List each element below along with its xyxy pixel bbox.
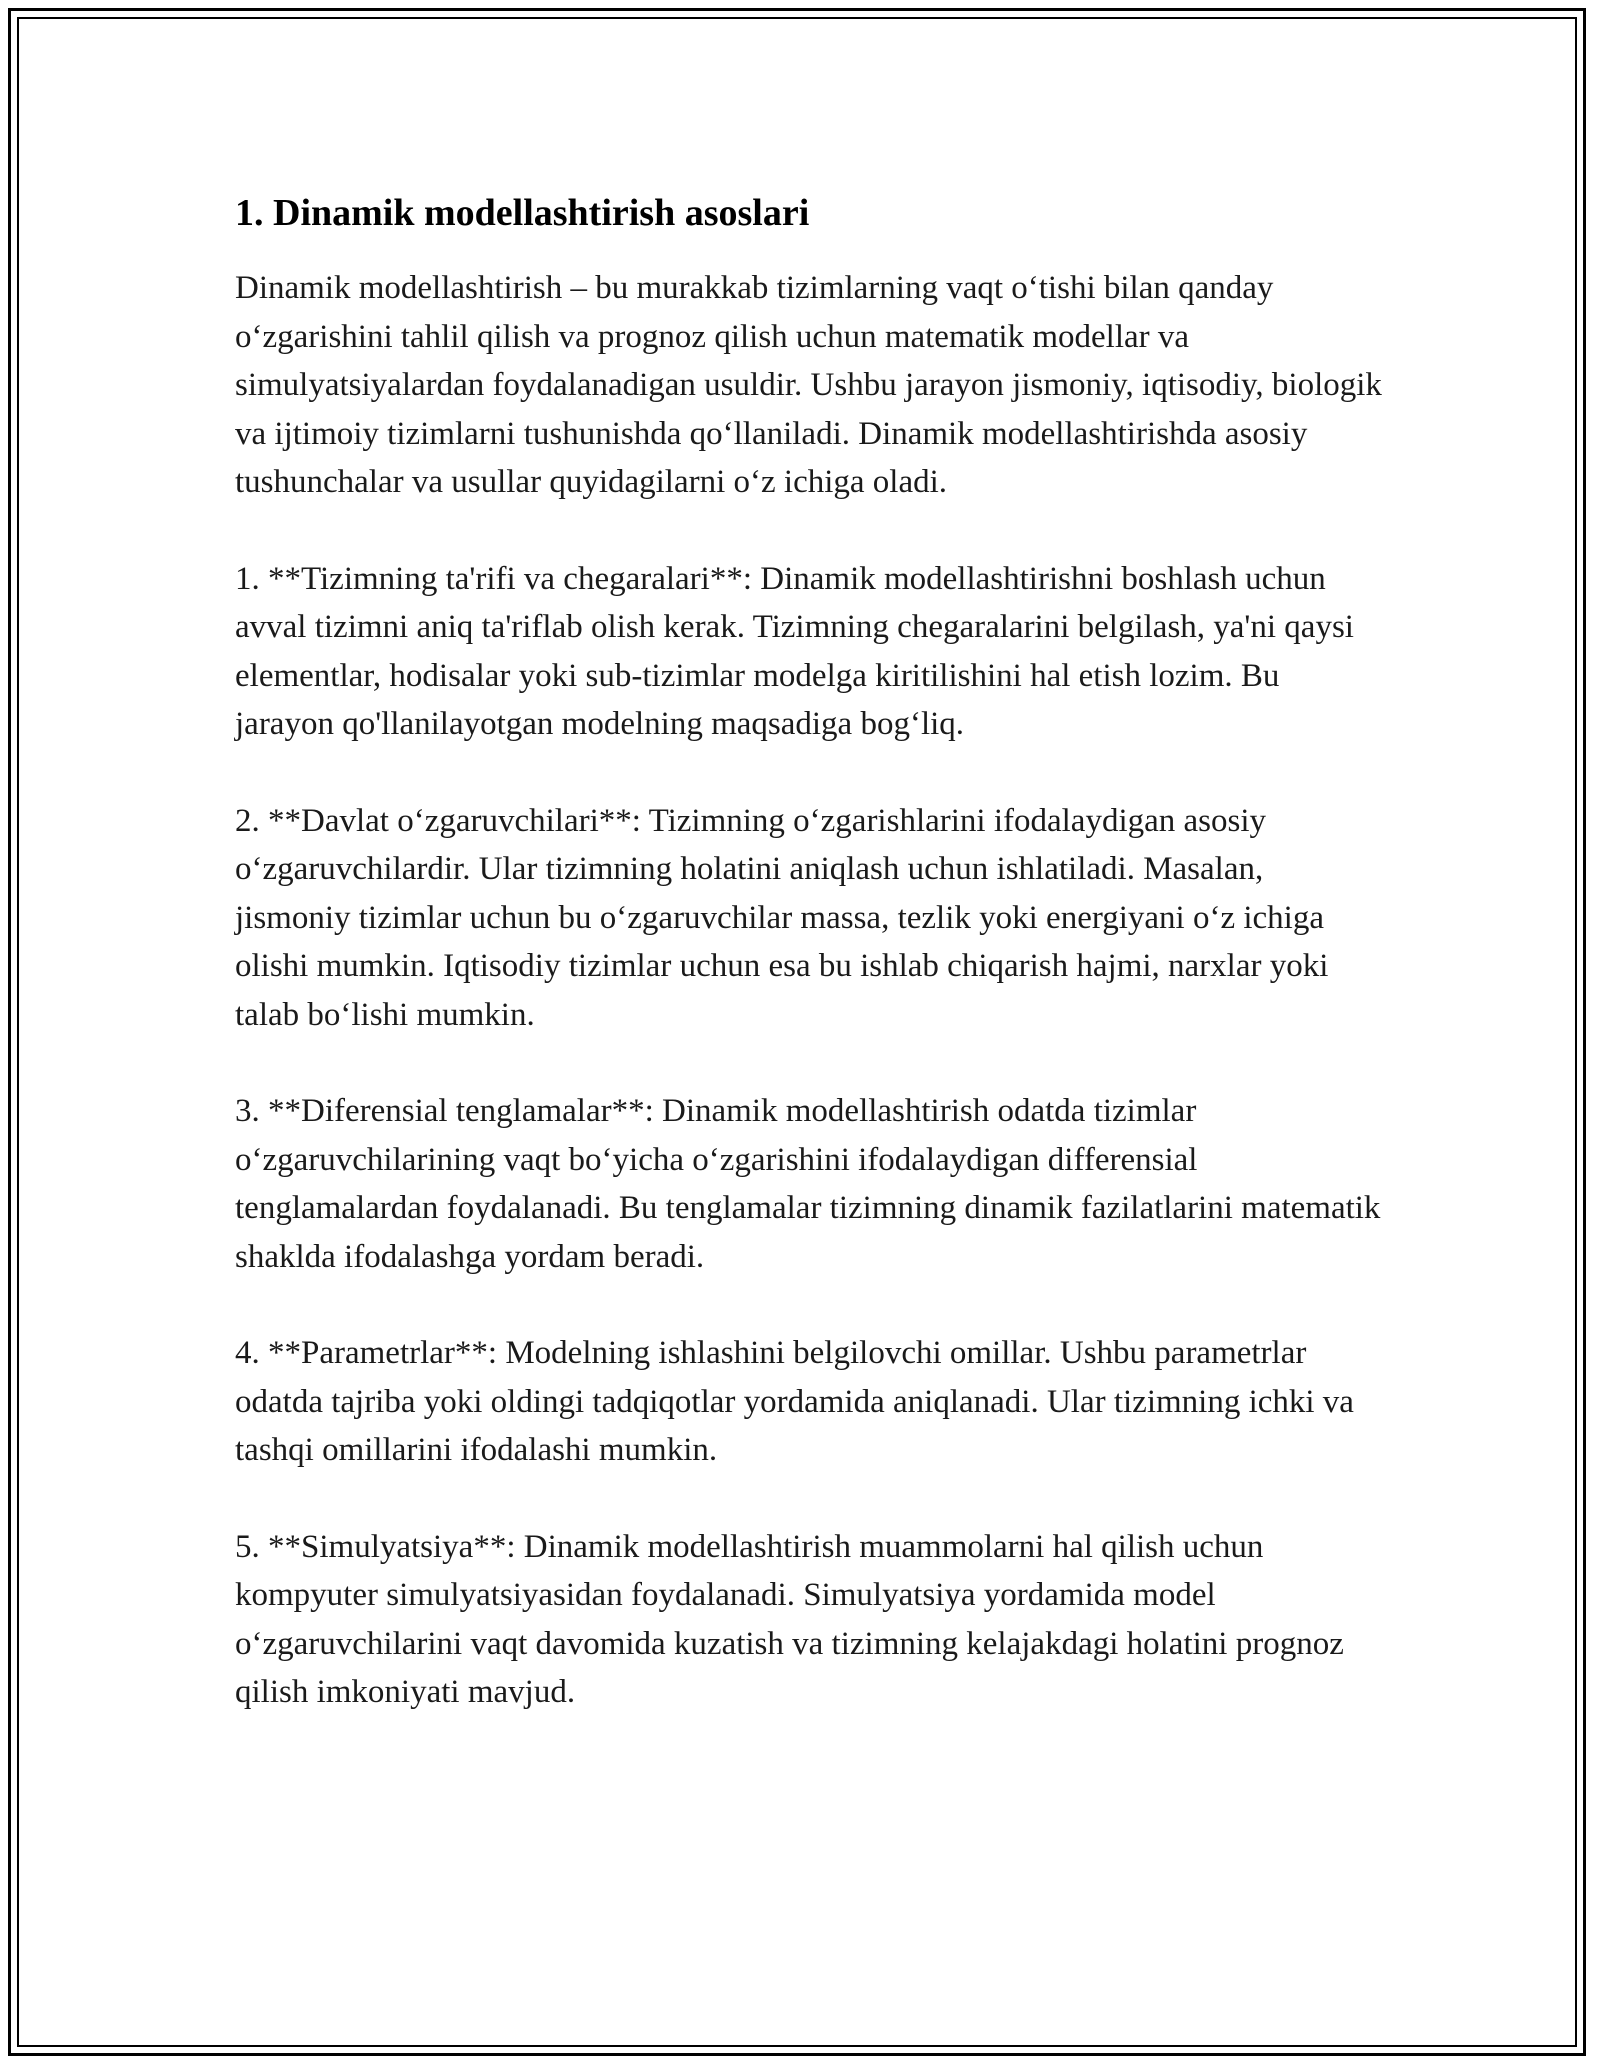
- paragraph-state-variables: 2. **Davlat o‘zgaruvchilari**: Tizimning o‘zgarishlarini ifodalaydigan asosiy o‘zgaruvchilardir. Ular tizimning holatini aniqlash uchun ishlatiladi. Masalan, jismoniy tizimlar uchun bu o‘zgaruvchilar massa, tezlik yoki energiyani o‘z ichiga olishi mumkin. Iqtisodiy tizimlar uchun esa bu ishlab chiqarish hajmi, narxlar yoki talab bo‘lishi mumkin.: [235, 802, 1329, 1033]
- paragraph-parameters: 4. **Parametrlar**: Modelning ishlashini belgilovchi omillar. Ushbu parametrlar odatda tajriba yoki oldingi tadqiqotlar yordamida aniqlanadi. Ular tizimning ichki va tashqi omillarini ifodalashi mumkin.: [235, 1335, 1354, 1468]
- paragraph-differential-equations: 3. **Diferensial tenglamalar**: Dinamik modellashtirish odatda tizimlar o‘zgaruvchilarining vaqt bo‘yicha o‘zgarishini ifodalaydigan differensial tenglamalardan foydalanadi. Bu tenglamalar tizimning dinamik fazilatlarini matematik shaklda ifodalashga yordam beradi.: [235, 1093, 1381, 1275]
- paragraph-simulation: 5. **Simulyatsiya**: Dinamik modellashtirish muammolarni hal qilish uchun kompyuter simulyatsiyasidan foydalanadi. Simulyatsiya yordamida model o‘zgaruvchilarini vaqt davomida kuzatish va tizimning kelajakdagi holatini prognoz qilish imkoniyati mavjud.: [235, 1528, 1344, 1710]
- intro-paragraph: Dinamik modellashtirish – bu murakkab tizimlarning vaqt o‘tishi bilan qanday o‘zgarishini tahlil qilish va prognoz qilish uchun matematik modellar va simulyatsiyalardan foydalanadigan usuldir. Ushbu jarayon jismoniy, iqtisodiy, biologik va ijtimoiy tizimlarni tushunishda qo‘llaniladi. Dinamik modellashtirishda asosiy tushunchalar va usullar quyidagilarni o‘z ichiga oladi.: [235, 270, 1382, 500]
- document-body: [235, 186, 1385, 1765]
- paragraph-system-definition: 1. **Tizimning ta'rifi va chegaralari**: Dinamik modellashtirishni boshlash uchun avval tizimni aniq ta'riflab olish kerak. Tizimning chegaralarini belgilash, ya'ni qaysi elementlar, hodisalar yoki sub-tizimlar modelga kiritilishini hal etish lozim. Bu jarayon qo'llanilayotgan modelning maqsadiga bog‘liq.: [235, 560, 1354, 742]
- section-title: 1. Dinamik modellashtirish asoslari: [235, 192, 810, 234]
